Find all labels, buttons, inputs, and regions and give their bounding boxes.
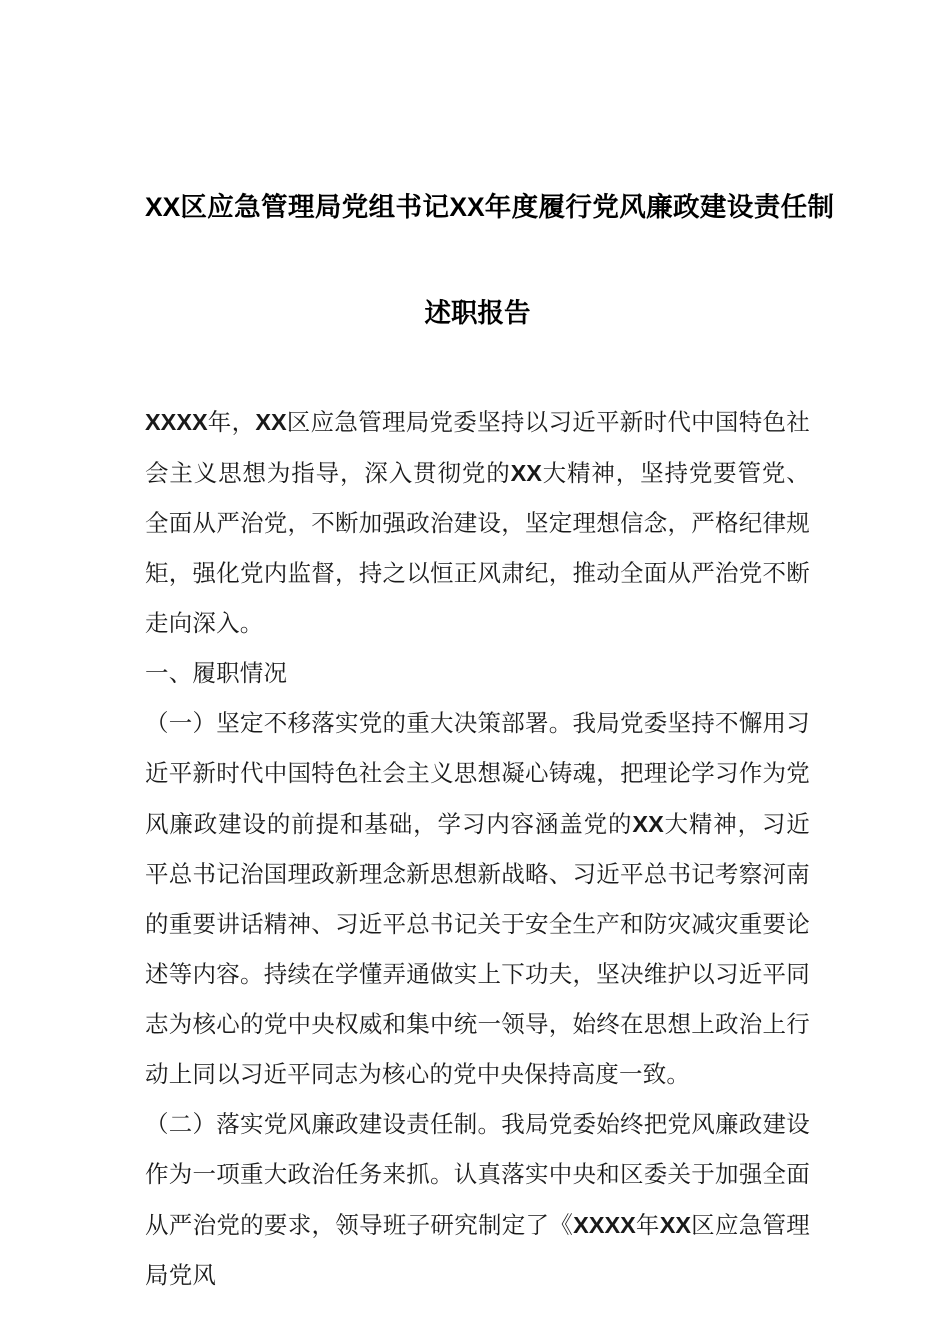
placeholder-token: XX [255, 408, 287, 435]
document-title-line-2: 述职报告 [424, 298, 531, 328]
placeholder-token: XX [659, 1211, 692, 1238]
paragraph-intro: XXXX年，XX区应急管理局党委坚持以习近平新时代中国特色社会主义思想为指导，深入贯彻党的XX大精神，坚持党要管党、全面从严治党，不断加强政治建设，坚定理想信念，严格纪律规矩，强化党内监督，持之以恒正风肃纪，推动全面从严治党不断走向深入。 [145, 408, 810, 637]
placeholder-token: XX [449, 192, 485, 222]
placeholder-token: XX [632, 810, 664, 837]
document-body [145, 327, 810, 1301]
placeholder-token: XXXX [573, 1211, 636, 1238]
placeholder-token: XX [145, 192, 181, 222]
paragraph-item-2: （二）落实党风廉政建设责任制。我局党委始终把党风廉政建设作为一项重大政治任务来抓。认真落实中央和区委关于加强全面从严治党的要求，领导班子研究制定了《XXXX年XX区应急管理局党风 [145, 1111, 811, 1289]
document-content [145, 0, 835, 1301]
placeholder-token: XXXX [145, 408, 208, 435]
section-heading-1: 一、履职情况 [145, 660, 288, 687]
document-title-line-1: XX区应急管理局党组书记XX年度履行党风廉政建设责任制 [145, 192, 835, 222]
placeholder-token: XX [510, 459, 542, 486]
paragraph-item-1: （一）坚定不移落实党的重大决策部署。我局党委坚持不懈用习近平新时代中国特色社会主义思想凝心铸魂，把理论学习作为党风廉政建设的前提和基础，学习内容涵盖党的XX大精神，习近平总书记治国理政新理念新思想新战略、习近平总书记考察河南的重要讲话精神、习近平总书记关于安全生产和防灾减灾重要论述等内容。持续在学懂弄通做实上下功夫，坚决维护以习近平同志为核心的党中央权威和集中统一领导，始终在思想上政治上行动上同以习近平同志为核心的党中央保持高度一致。 [145, 710, 811, 1088]
